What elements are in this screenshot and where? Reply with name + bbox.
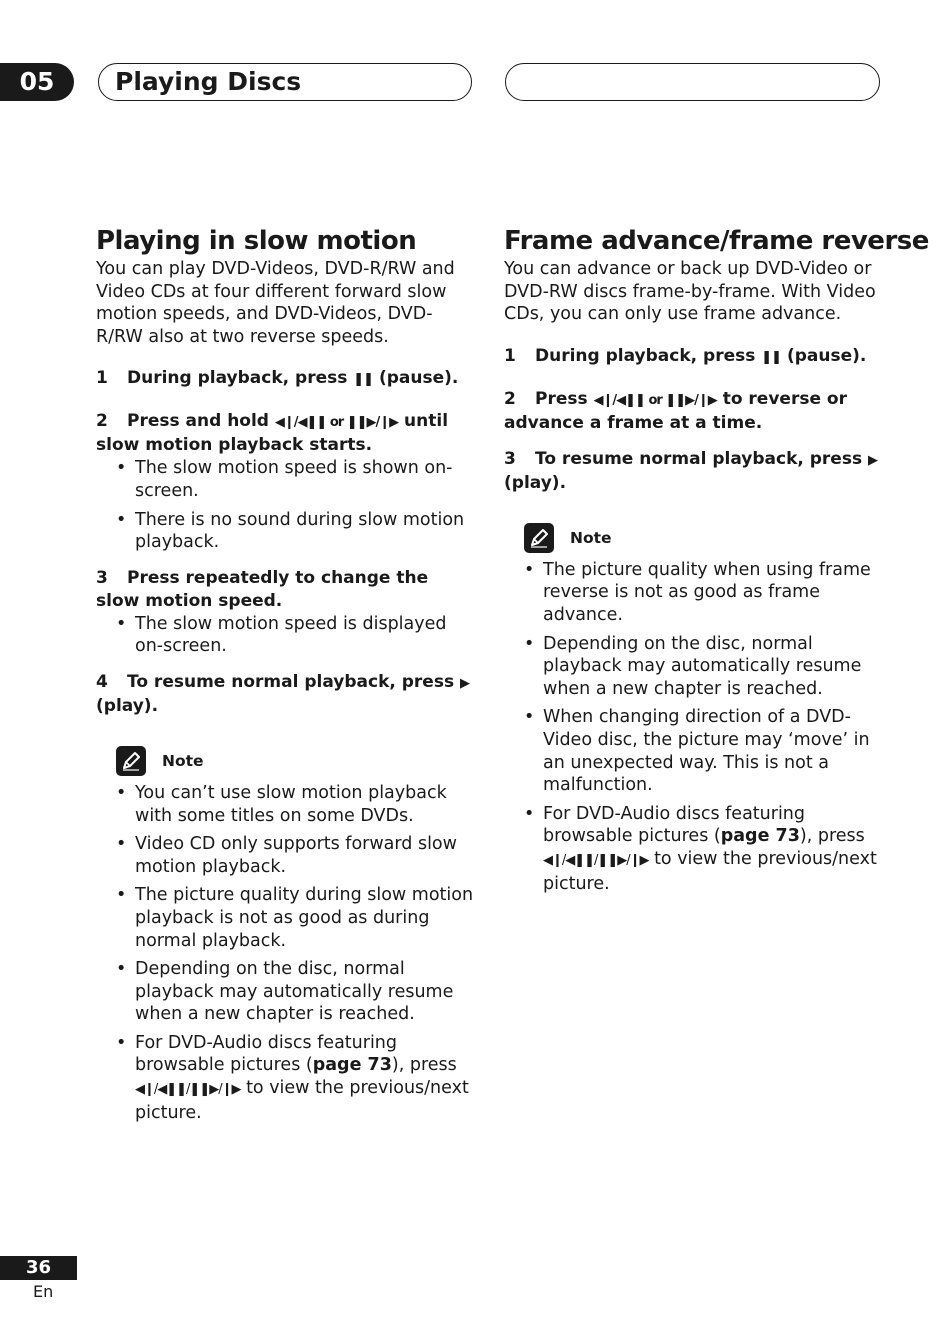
step-text: Press repeatedly to change the slow motion speed. xyxy=(96,567,429,611)
step-text: (play). xyxy=(96,695,159,716)
chapter-empty-frame xyxy=(505,63,880,101)
note-list xyxy=(96,782,476,1124)
step-text: (pause). xyxy=(373,368,459,389)
note-text: For DVD-Audio discs featuring browsable pictures ( xyxy=(543,803,806,847)
step-number: 3 xyxy=(504,448,516,469)
note-text: to view the previous/next picture. xyxy=(543,848,877,894)
section-intro: You can advance or back up DVD-Video or DVD-RW discs frame-by-frame. With Video CDs, you can only use frame advance. xyxy=(504,259,876,325)
page-reference-link[interactable]: page 73 xyxy=(312,1055,392,1076)
play-icon: ▶ xyxy=(460,675,469,691)
list-item xyxy=(524,803,882,895)
list-item: • When changing direction of a DVD-Video disc, the picture may ‘move’ in an unexpected way. This is not a malfunction. xyxy=(524,706,882,796)
step-number: 1 xyxy=(96,368,108,389)
play-icon: ▶ xyxy=(868,452,877,468)
page-number: 36 xyxy=(0,1256,77,1280)
chapter-title: Playing Discs xyxy=(115,67,302,96)
step-2 xyxy=(504,388,882,435)
list-item xyxy=(116,1032,476,1124)
pause-icon: ❚❚ xyxy=(761,349,782,365)
step-text: (pause). xyxy=(781,345,867,366)
step-3-bullets xyxy=(96,613,476,658)
list-item: • Video CD only supports forward slow motion playback. xyxy=(116,833,476,878)
list-item: • There is no sound during slow motion playback. xyxy=(116,509,476,554)
note-text: to view the previous/next picture. xyxy=(135,1078,469,1123)
list-item: • Depending on the disc, normal playback may automatically resume when a new chapter is reached. xyxy=(116,958,476,1026)
section-title: Frame advance/frame reverse xyxy=(504,226,929,256)
chapter-title-frame xyxy=(98,63,472,101)
page-language: En xyxy=(33,1282,54,1301)
step-text: To resume normal playback, press xyxy=(127,671,460,692)
step-number: 2 xyxy=(504,388,516,409)
frame-buttons-icon: ◀❙/◀❚❚/❚❚▶/❙▶ xyxy=(543,852,649,868)
step-2-bullets xyxy=(96,457,476,553)
note-label: Note xyxy=(570,528,612,547)
step-text: to reverse or advance a frame at a time. xyxy=(504,388,847,433)
chapter-number-badge: 05 xyxy=(0,63,74,101)
list-item: • Depending on the disc, normal playback may automatically resume when a new chapter is reached. xyxy=(524,633,882,701)
step-number: 1 xyxy=(504,345,516,366)
frame-buttons-icon: ◀❙/◀❚❚/❚❚▶/❙▶ xyxy=(135,1082,241,1098)
note-header xyxy=(524,523,882,553)
list-item: • You can’t use slow motion playback with some titles on some DVDs. xyxy=(116,782,476,827)
step-2 xyxy=(96,410,476,457)
pause-icon: ❚❚ xyxy=(353,372,374,388)
step-number: 4 xyxy=(96,671,108,692)
step-text: During playback, press xyxy=(535,345,762,366)
step-text: To resume normal playback, press xyxy=(535,448,868,469)
section-intro: You can play DVD-Videos, DVD-R/RW and Video CDs at four different forward slow motion speeds, and DVD-Videos, DVD-R/RW also at two reverse speeds. xyxy=(96,259,455,347)
note-text: ), press xyxy=(391,1055,457,1076)
note-header xyxy=(116,746,476,776)
left-column xyxy=(96,226,476,1130)
step-1 xyxy=(504,345,882,369)
pencil-note-icon xyxy=(524,523,554,553)
pencil-note-icon xyxy=(116,746,146,776)
step-text: (play). xyxy=(504,472,567,493)
list-item: • The picture quality during slow motion playback is not as good as during normal playback. xyxy=(116,884,476,952)
note-list xyxy=(504,559,882,895)
step-3 xyxy=(504,448,882,495)
step-text: Press and hold xyxy=(127,411,275,432)
page-reference-link[interactable]: page 73 xyxy=(720,826,800,847)
note-label: Note xyxy=(162,751,204,770)
step-1 xyxy=(96,367,476,391)
step-number: 2 xyxy=(96,411,108,432)
list-item: • The slow motion speed is displayed on-screen. xyxy=(116,613,476,658)
step-text: Press xyxy=(535,388,594,409)
list-item: • The slow motion speed is shown on-screen. xyxy=(116,457,476,502)
list-item: • The picture quality when using frame reverse is not as good as frame advance. xyxy=(524,559,882,627)
section-title: Playing in slow motion xyxy=(96,226,417,256)
step-text: During playback, press xyxy=(127,368,354,389)
step-number: 3 xyxy=(96,567,108,588)
step-text: until slow motion playback starts. xyxy=(96,411,449,456)
note-text: For DVD-Audio discs featuring browsable pictures ( xyxy=(135,1032,398,1076)
note-text: ), press xyxy=(799,826,865,847)
frame-buttons-icon: ◀❙/◀❚❚ or ❚❚▶/❙▶ xyxy=(593,392,717,408)
slow-motion-buttons-icon: ◀❙/◀❚❚ or ❚❚▶/❙▶ xyxy=(274,415,399,431)
step-3 xyxy=(96,567,476,613)
right-column xyxy=(504,226,929,901)
step-4 xyxy=(96,671,476,718)
